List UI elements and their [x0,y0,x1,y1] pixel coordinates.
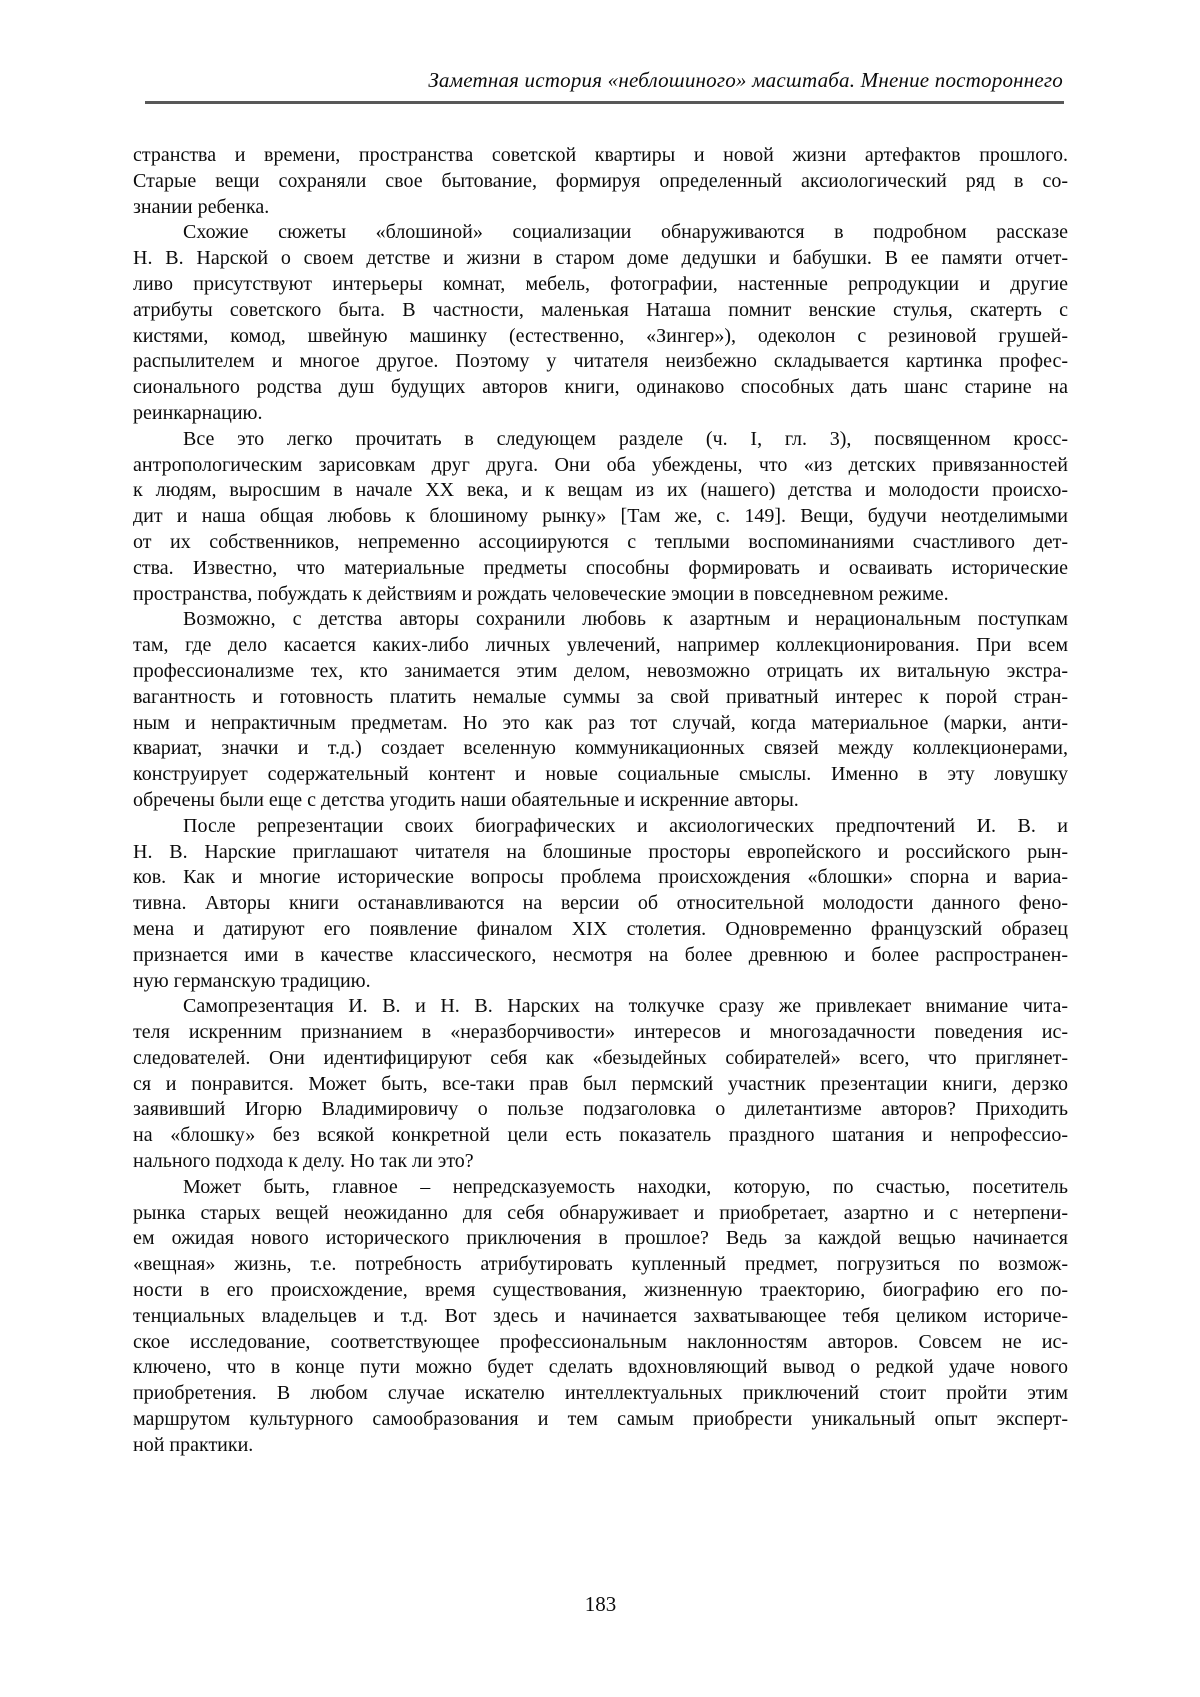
text-line: ливо присутствуют интерьеры комнат, мебель, фотографии, настенные репродукции и другие [133,272,1068,295]
header-rule [145,101,1064,104]
running-header-title: Заметная история «неблошиного» масштаба. Мнение постороннего [428,68,1063,92]
text-line: ства. Известно, что материальные предметы способны формировать и осваивать исторические [133,556,1068,579]
text-line: вагантность и готовность платить немалые суммы за свой приватный интерес к порой стран- [133,685,1068,708]
text-line: на «блошку» без всякой конкретной цели есть показатель праздного шатания и непрофессио- [133,1124,1068,1147]
text-line: ключено, что в конце пути можно будет сделать вдохновляющий вывод о редкой удаче нового [133,1356,1068,1379]
text-line: к людям, выросшим в начале XX века, и к вещам из их (нашего) детства и молодости происхо- [133,479,1068,502]
text-line: Может быть, главное – непредсказуемость находки, которую, по счастью, посетитель [183,1175,1068,1198]
text-line: следователей. Они идентифицируют себя как «безыдейных собирателей» всего, что приглянет- [133,1046,1068,1069]
page-number: 183 [584,1592,617,1616]
text-line: После репрезентации своих биографических и аксиологических предпочтений И. В. и [183,814,1068,837]
text-line: Самопрезентация И. В. и Н. В. Нарских на толкучке сразу же привлекает внимание чита- [183,995,1068,1018]
text-line: ным и непрактичным предметам. Но это как раз тот случай, когда материальное (марки, анти- [133,711,1068,734]
text-line: «вещная» жизнь, т.е. потребность атрибутировать купленный предмет, погрузиться по возмож- [133,1253,1068,1276]
text-line: сионального родства душ будущих авторов книги, одинаково способных дать шанс старине на [133,376,1068,399]
text-line: мена и датируют его появление финалом XIX столетия. Одновременно французский образец [133,917,1068,940]
text-line: конструирует содержательный контент и новые социальные смыслы. Именно в эту ловушку [133,763,1068,786]
text-line: Старые вещи сохраняли свое бытование, формируя определенный аксиологический ряд в со- [133,169,1068,192]
text-line: квариат, значки и т.д.) создает вселенную коммуникационных связей между коллекционерами, [133,737,1068,760]
text-line: Н. В. Нарской о своем детстве и жизни в старом доме дедушки и бабушки. В ее памяти отчет- [133,247,1068,270]
text-line: маршрутом культурного самообразования и тем самым приобрести уникальный опыт эксперт- [133,1408,1068,1431]
text-line: ем ожидая нового исторического приключения в прошлое? Ведь за каждой вещью начинается [133,1227,1068,1250]
text-line: от их собственников, непременно ассоциируются с теплыми воспоминаниями счастливого дет- [133,530,1068,553]
text-line: Все это легко прочитать в следующем разделе (ч. I, гл. 3), посвященном кросс- [183,427,1068,450]
text-line: атрибуты советского быта. В частности, маленькая Наташа помнит венские стулья, скатерть с [133,298,1068,321]
text-line: тенциальных владельцев и т.д. Вот здесь и начинается захватывающее тебя целиком историче- [133,1304,1068,1327]
text-line: пространства, побуждать к действиям и рождать человеческие эмоции в повседневном режиме. [133,582,949,605]
text-line: распылителем и многое другое. Поэтому у читателя неизбежно складывается картинка профес- [133,350,1068,373]
text-line: антропологическим зарисовкам друг друга. Они оба убеждены, что «из детских привязанностей [133,453,1068,476]
page-footer [133,1592,1068,1617]
body-text [133,143,1068,1459]
text-line: обречены были еще с детства угодить наши обаятельные и искренние авторы. [133,788,799,811]
text-line: знании ребенка. [133,195,270,218]
text-line: теля искренним признанием в «неразборчивости» интересов и многозадачности поведения ис- [133,1021,1068,1044]
text-line: реинкарнацию. [133,401,263,424]
text-line: ности в его происхождение, время существования, жизненную траекторию, биографию его по- [133,1279,1068,1302]
text-line: Возможно, с детства авторы сохранили любовь к азартным и нерациональным поступкам [183,608,1068,631]
text-line: нального подхода к делу. Но так ли это? [133,1150,474,1173]
text-line: рынка старых вещей неожиданно для себя обнаруживает и приобретает, азартно и с нетерпени- [133,1201,1068,1224]
text-line: странства и времени, пространства советской квартиры и новой жизни артефактов прошлого. [133,144,1068,166]
text-line: заявивший Игорю Владимировичу о пользе подзаголовка о дилетантизме авторов? Приходить [133,1098,1068,1121]
text-line: признается ими в качестве классического, несмотря на более древнюю и более распространен- [133,943,1068,966]
text-line: Схожие сюжеты «блошиной» социализации обнаруживаются в подробном рассказе [183,221,1068,244]
text-line: там, где дело касается каких-либо личных увлечений, например коллекционирования. При всем [133,634,1068,657]
text-line: дит и наша общая любовь к блошиному рынку» [Там же, с. 149]. Вещи, будучи неотделимыми [133,505,1068,528]
text-line: профессионализме тех, кто занимается этим делом, невозможно отрицать их витальную экстра- [133,659,1068,682]
text-line: ной практики. [133,1433,254,1456]
text-line: кистями, комод, швейную машинку (естественно, «Зингер»), одеколон с резиновой грушей- [133,324,1068,347]
text-line: Н. В. Нарские приглашают читателя на блошиные просторы европейского и российского рын- [133,840,1068,863]
text-line: приобретения. В любом случае искателю интеллектуальных приключений стоит пройти этим [133,1382,1068,1405]
text-line: тивна. Авторы книги останавливаются на версии об относительной молодости данного фено- [133,892,1068,915]
text-line: ную германскую традицию. [133,969,371,992]
text-line: ков. Как и многие исторические вопросы проблема происхождения «блошки» спорна и вариа- [133,866,1068,889]
text-line: ское исследование, соответствующее профессиональным наклонностям авторов. Совсем не ис- [133,1330,1068,1353]
text-line: ся и понравится. Может быть, все-таки прав был пермский участник презентации книги, дерзко [133,1072,1068,1095]
